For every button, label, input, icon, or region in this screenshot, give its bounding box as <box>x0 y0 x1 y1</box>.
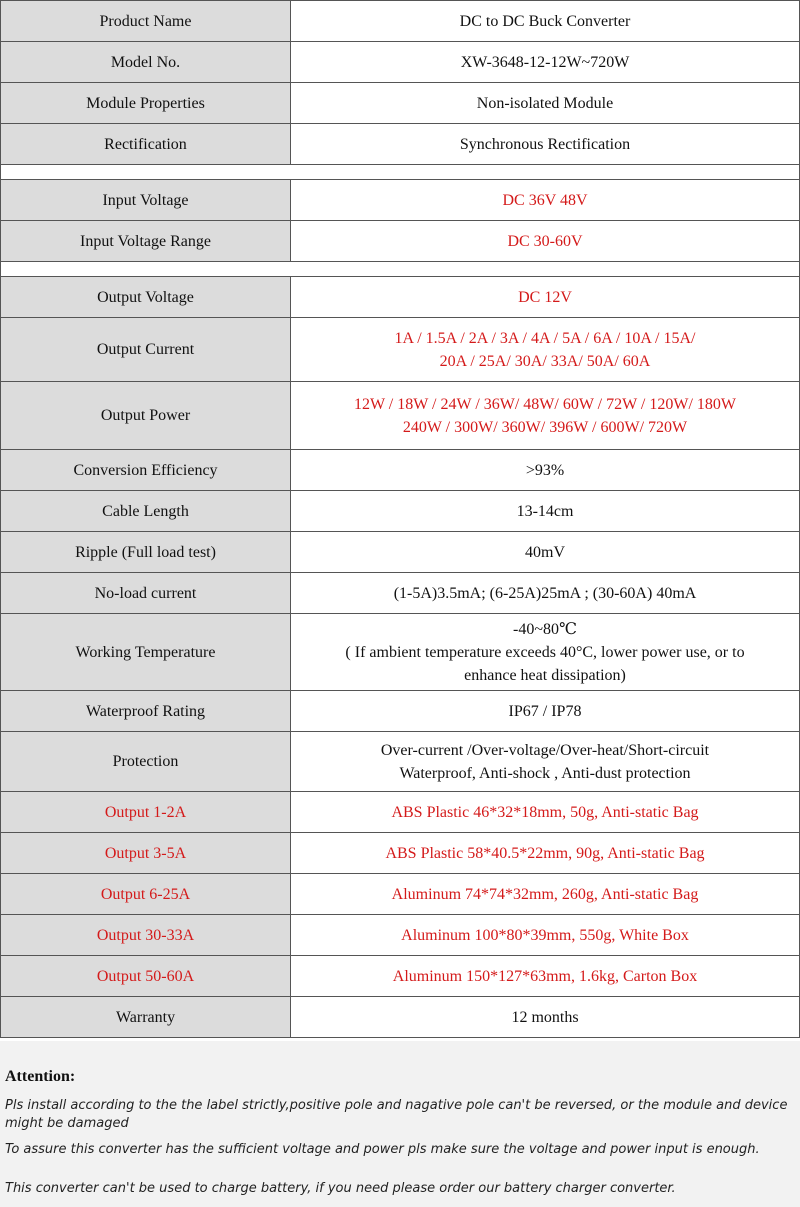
spec-label: Rectification <box>1 124 291 165</box>
table-row <box>1 382 800 450</box>
table-row <box>1 833 800 874</box>
spec-value-line: (1-5A)3.5mA; (6-25A)25mA ; (30-60A) 40mA <box>393 584 697 602</box>
spec-label: Product Name <box>1 1 291 42</box>
spec-value <box>291 124 800 165</box>
attention-section <box>0 1041 800 1207</box>
spec-label: Output 30-33A <box>1 915 291 956</box>
table-row <box>1 1 800 42</box>
spec-label: Output 6-25A <box>1 874 291 915</box>
spec-value <box>291 382 800 450</box>
spec-value <box>291 997 800 1038</box>
table-row <box>1 732 800 792</box>
table-row <box>1 792 800 833</box>
spec-value-line: Aluminum 74*74*32mm, 260g, Anti-static Bag <box>391 885 699 903</box>
table-gap-row <box>1 165 800 180</box>
table-row <box>1 573 800 614</box>
table-row <box>1 956 800 997</box>
spec-label: Output Current <box>1 318 291 382</box>
spec-label: Model No. <box>1 42 291 83</box>
spec-label: Protection <box>1 732 291 792</box>
spec-label: Output Power <box>1 382 291 450</box>
spec-value-line: Aluminum 150*127*63mm, 1.6kg, Carton Box <box>392 967 698 985</box>
spec-value <box>291 277 800 318</box>
spec-label: Output 3-5A <box>1 833 291 874</box>
spec-label: Cable Length <box>1 491 291 532</box>
table-row <box>1 83 800 124</box>
spec-value-line: 12 months <box>511 1008 579 1026</box>
spec-value <box>291 874 800 915</box>
gap-cell <box>1 165 800 180</box>
spec-value <box>291 83 800 124</box>
spec-value <box>291 732 800 792</box>
spec-value <box>291 833 800 874</box>
spec-label: Working Temperature <box>1 614 291 691</box>
spec-value-line: 12W / 18W / 24W / 36W/ 48W/ 60W / 72W / 120W/ 180W <box>353 395 737 413</box>
table-gap-row <box>1 262 800 277</box>
table-row <box>1 124 800 165</box>
spec-value-line: Non-isolated Module <box>476 94 614 112</box>
spec-value <box>291 180 800 221</box>
spec-value <box>291 450 800 491</box>
spec-value-line: >93% <box>525 461 565 479</box>
spec-value <box>291 491 800 532</box>
spec-value-line: DC to DC Buck Converter <box>459 12 631 30</box>
spec-value <box>291 792 800 833</box>
table-row <box>1 915 800 956</box>
spec-value-line: DC 30-60V <box>507 232 583 250</box>
table-row <box>1 221 800 262</box>
spec-value-line: 20A / 25A/ 30A/ 33A/ 50A/ 60A <box>439 352 651 370</box>
spec-value-line: 1A / 1.5A / 2A / 3A / 4A / 5A / 6A / 10A / 15A/ <box>394 329 696 347</box>
spec-label: Input Voltage <box>1 180 291 221</box>
spec-value <box>291 614 800 691</box>
spec-label: No-load current <box>1 573 291 614</box>
spec-value <box>291 691 800 732</box>
spec-label: Conversion Efficiency <box>1 450 291 491</box>
table-row <box>1 532 800 573</box>
spec-value-line: ABS Plastic 46*32*18mm, 50g, Anti-static Bag <box>391 803 699 821</box>
spec-value <box>291 318 800 382</box>
spec-value-line: 13-14cm <box>516 502 574 520</box>
gap-cell <box>1 262 800 277</box>
spec-value-line: 40mV <box>525 543 565 561</box>
spec-value <box>291 532 800 573</box>
spec-value-line: enhance heat dissipation) <box>464 666 626 684</box>
spec-label: Output 1-2A <box>1 792 291 833</box>
spec-value-line: Synchronous Rectification <box>459 135 631 153</box>
table-row <box>1 277 800 318</box>
spec-label: Input Voltage Range <box>1 221 291 262</box>
attention-title: Attention: <box>5 1068 76 1085</box>
attention-note-2: To assure this converter has the sufficient voltage and power pls make sure the voltage and power input is enough. <box>5 1142 760 1157</box>
spec-value-line: ( If ambient temperature exceeds 40°C, lower power use, or to <box>345 643 745 661</box>
spec-value-line: 240W / 300W/ 360W/ 396W / 600W/ 720W <box>402 418 688 436</box>
attention-note-1: Pls install according to the the label strictly,positive pole and nagative pole can't be reversed, or the module and device might be damaged <box>5 1098 788 1131</box>
spec-value-line: DC 36V 48V <box>502 191 588 209</box>
table-row <box>1 691 800 732</box>
spec-value-line: Over-current /Over-voltage/Over-heat/Short-circuit <box>380 741 710 759</box>
spec-label: Waterproof Rating <box>1 691 291 732</box>
spec-value-line: DC 12V <box>518 288 572 306</box>
table-row <box>1 997 800 1038</box>
spec-value <box>291 221 800 262</box>
table-row <box>1 42 800 83</box>
spec-value <box>291 956 800 997</box>
table-row <box>1 614 800 691</box>
spec-value <box>291 42 800 83</box>
spec-value-line: Waterproof, Anti-shock , Anti-dust protection <box>399 764 691 782</box>
spec-label: Warranty <box>1 997 291 1038</box>
table-row <box>1 318 800 382</box>
table-row <box>1 180 800 221</box>
spec-label: Output Voltage <box>1 277 291 318</box>
spec-value <box>291 1 800 42</box>
spec-label: Ripple (Full load test) <box>1 532 291 573</box>
spec-label: Module Properties <box>1 83 291 124</box>
spec-label: Output 50-60A <box>1 956 291 997</box>
table-row <box>1 874 800 915</box>
spec-value-line: IP67 / IP78 <box>508 702 582 720</box>
spec-value <box>291 573 800 614</box>
spec-value-line: Aluminum 100*80*39mm, 550g, White Box <box>401 926 689 944</box>
table-row <box>1 450 800 491</box>
attention-note-3: This converter can't be used to charge battery, if you need please order our battery charger converter. <box>5 1181 676 1196</box>
spec-value-line: XW-3648-12-12W~720W <box>460 53 630 71</box>
spec-value-line: ABS Plastic 58*40.5*22mm, 90g, Anti-static Bag <box>385 844 705 862</box>
spec-value-line: -40~80℃ <box>513 620 577 638</box>
table-row <box>1 491 800 532</box>
spec-value <box>291 915 800 956</box>
